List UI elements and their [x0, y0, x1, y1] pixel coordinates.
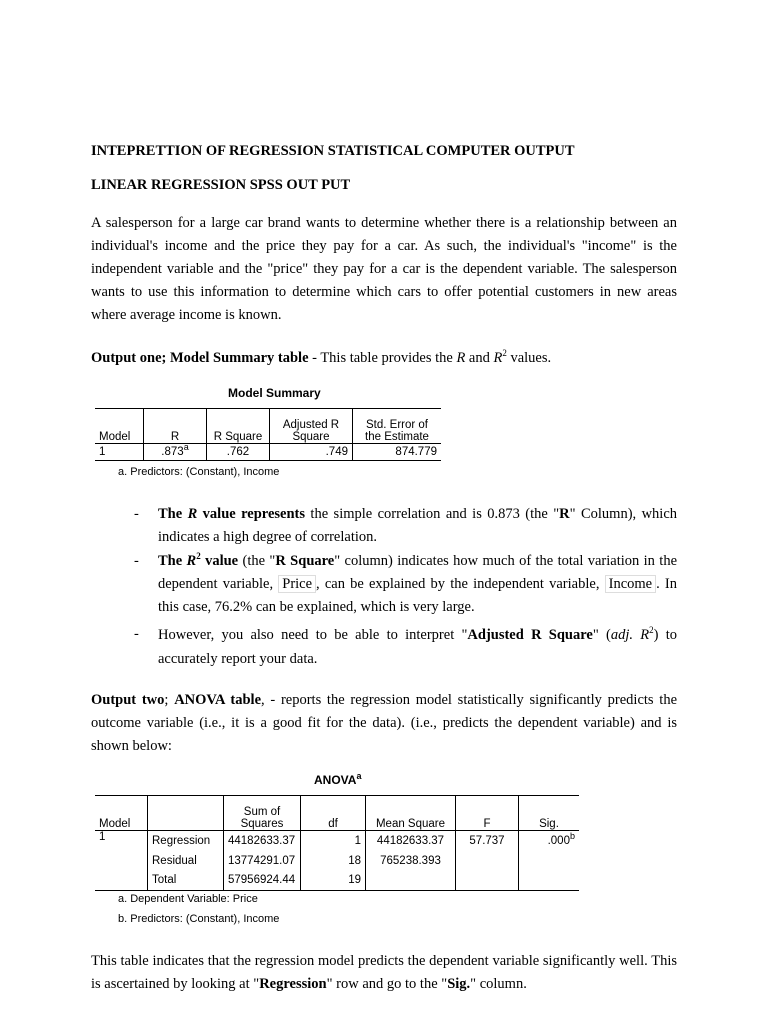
b3-adj-r: adj. R [610, 627, 650, 643]
anova-cell-df: 1 [301, 831, 366, 851]
header-r: R [144, 409, 207, 444]
anova-sig-sup: b [569, 830, 575, 841]
cell-std-error: 874.779 [395, 446, 437, 458]
b1-bold-2: value represents [197, 506, 306, 522]
anova-model-blank [95, 851, 148, 871]
header-r-square: R Square [207, 409, 270, 444]
anova-row-name: Residual [148, 851, 224, 871]
price-variable-box: Price [278, 575, 316, 593]
anova-cell-df: 18 [301, 851, 366, 871]
output-two-sep: ; [164, 692, 175, 708]
anova-row-name: Total [148, 871, 224, 891]
b2-r: R [186, 553, 197, 569]
anova-footnote-a: a. Dependent Variable: Price [118, 893, 258, 905]
anova-cell-sig [519, 851, 580, 871]
cell-r [144, 444, 207, 461]
anova-table [95, 795, 579, 891]
anova-cell-f: 57.737 [456, 831, 519, 851]
conclusion-paragraph [91, 950, 677, 996]
anova-sig-value: .000 [547, 834, 570, 847]
anova-cell-ms [366, 871, 456, 891]
bullet-dash: - [134, 506, 139, 522]
b2-bold: The [158, 553, 187, 569]
b2-text-3: , can be explained by the independent variable, [316, 576, 605, 592]
anova-header-df: df [301, 796, 366, 831]
b1-text: the simple correlation and is 0.873 (the " [305, 506, 560, 522]
anova-header-model: Model [95, 796, 148, 831]
b2-text: (the " [238, 553, 276, 569]
anova-title-text: ANOVA [314, 773, 357, 787]
b1-r: R [187, 506, 198, 522]
b3-text: However, you also need to be able to interpret " [158, 627, 468, 643]
anova-cell-ss: 44182633.37 [224, 831, 301, 851]
b2-bold-r-square: R Square [275, 553, 335, 569]
r-symbol: R [456, 350, 466, 366]
anova-footnote-b: b. Predictors: (Constant), Income [118, 913, 280, 925]
cell-r-square: .762 [207, 444, 270, 461]
conclusion-sig: Sig. [447, 976, 471, 992]
anova-cell-ss: 13774291.07 [224, 851, 301, 871]
anova-cell-f [456, 871, 519, 891]
anova-title-sup: a [356, 771, 362, 781]
output-one-and: and [465, 350, 494, 366]
header-std-error: Std. Error of the Estimate [365, 419, 429, 443]
bullet-adjusted-r-square [158, 623, 677, 671]
bullet-dash: - [134, 553, 139, 569]
anova-header-sig: Sig. [539, 818, 559, 830]
anova-row-name: Regression [148, 831, 224, 851]
output-two-text: , - reports the regression model statistically significantly predicts the outcome variable (i.e., it is a good fit for the data). (i.e., predicts the dependent variable) and is shown below: [91, 692, 678, 754]
anova-cell-f [456, 851, 519, 871]
conclusion-regression: Regression [259, 976, 327, 992]
anova-header-ss: Sum of Squares [224, 796, 301, 831]
b3-text-3: ) to accurately report your data. [158, 627, 678, 667]
anova-cell-ms: 765238.393 [366, 851, 456, 871]
anova-header-ms: Mean Square [366, 796, 456, 831]
output-one-end: values. [506, 350, 552, 366]
b1-bold: The [158, 506, 188, 522]
anova-cell-df: 19 [301, 871, 366, 891]
conclusion-text-3: " column. [470, 976, 527, 992]
section-heading: LINEAR REGRESSION SPSS OUT PUT [91, 177, 351, 193]
b3-text-2: " ( [592, 627, 611, 643]
conclusion-text-2: " row and go to the " [326, 976, 448, 992]
anova-header-blank [148, 796, 224, 831]
anova-model-blank [95, 871, 148, 891]
anova-title [314, 773, 361, 787]
conclusion-text: This table indicates that the regression model predicts the dependent variable significantly well. This is ascertained by looking at " [91, 953, 677, 992]
anova-model-number: 1 [95, 831, 148, 851]
bullet-r2-value [158, 550, 677, 619]
b2-bold-2: value [200, 553, 239, 569]
b2-text-2: " column) indicates how much of the total variation in the dependent variable, [158, 553, 678, 592]
document-title: INTEPRETTION OF REGRESSION STATISTICAL COMPUTER OUTPUT [91, 143, 575, 159]
cell-model: 1 [95, 444, 144, 461]
intro-paragraph: A salesperson for a large car brand wants to determine whether there is a relationship between an individual's income and the price they pay for a car. As such, the individual's "income" is the independent variable and the "price" they pay for a car is the dependent variable. The salesperson wants to use this information to determine which cars to offer potential customers in new areas where average income is known. [91, 215, 677, 323]
bullet-r-value [158, 503, 677, 548]
r2-superscript: 2 [502, 348, 507, 359]
header-adjusted-r-square: Adjusted R Square [270, 409, 353, 444]
anova-cell-sig [519, 831, 580, 851]
b3-sup: 2 [649, 625, 654, 636]
model-summary-footnote: a. Predictors: (Constant), Income [118, 466, 280, 478]
output-one-paragraph [91, 347, 677, 370]
cell-adj-r-square: .749 [270, 444, 353, 461]
income-variable-box: Income [605, 575, 656, 593]
b1-bold-r: R [559, 506, 570, 522]
b2-sup: 2 [196, 551, 201, 562]
b2-text-4: . In this case, 76.2% can be explained, which is very large. [158, 576, 677, 615]
output-two-paragraph [91, 689, 677, 758]
b3-bold: Adjusted R Square [467, 627, 593, 643]
anova-cell-sig [519, 871, 580, 891]
bullet-dash: - [134, 626, 139, 642]
b1-text-2: " Column), which indicates a high degree of correlation. [158, 506, 678, 545]
anova-cell-ms: 44182633.37 [366, 831, 456, 851]
model-summary-title: Model Summary [228, 386, 321, 400]
output-one-label: Output one; Model Summary table [91, 350, 309, 366]
model-summary-table [95, 408, 441, 461]
anova-header-f: F [456, 796, 519, 831]
output-one-text: - This table provides the [308, 350, 457, 366]
header-model: Model [95, 409, 144, 444]
output-two-label: Output two [91, 692, 165, 708]
r2-symbol: R [493, 350, 503, 366]
anova-cell-ss: 57956924.44 [224, 871, 301, 891]
cell-r-value: .873 [161, 446, 184, 458]
anova-table-label: ANOVA table [174, 692, 262, 708]
cell-r-sup: a [183, 442, 189, 453]
